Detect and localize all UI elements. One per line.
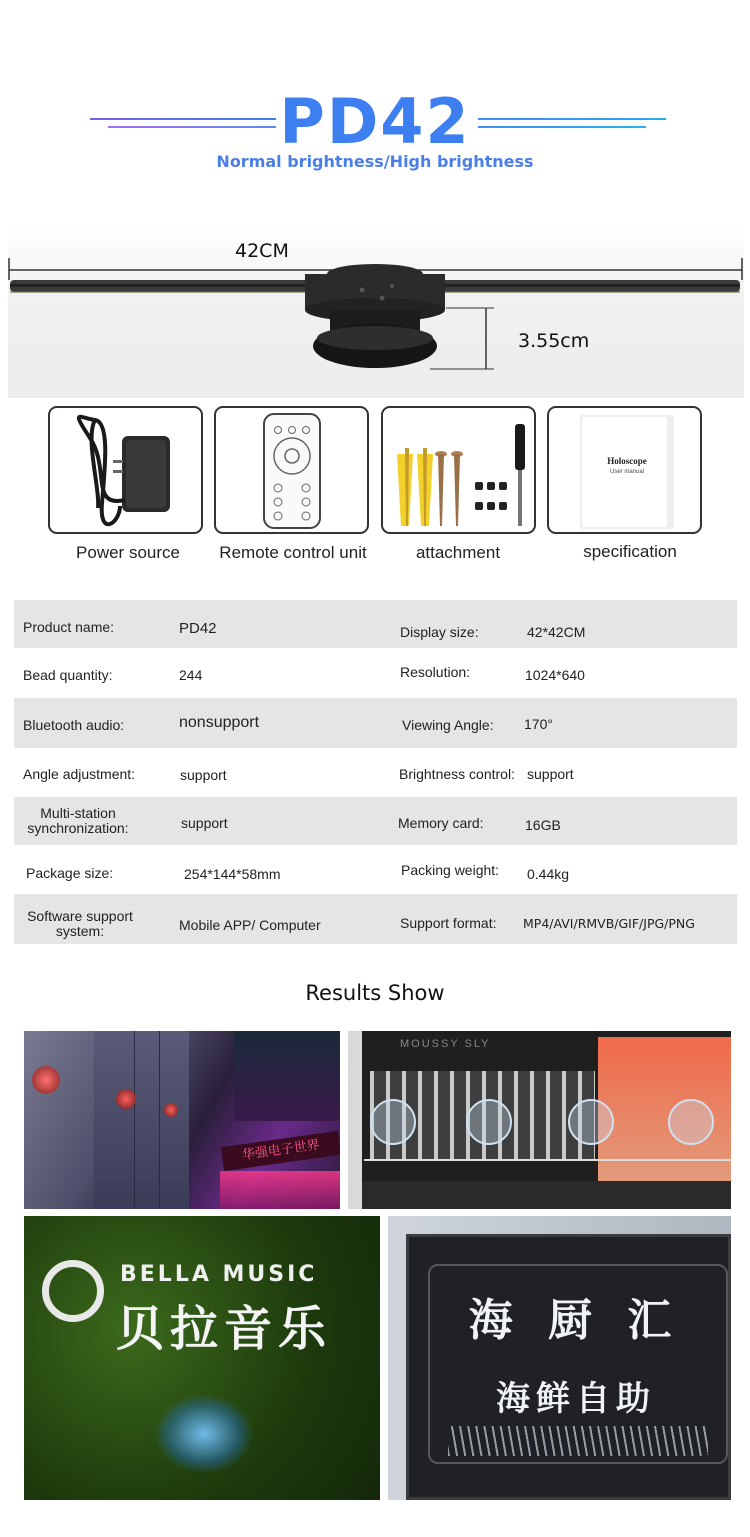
spec-label-packing-weight: Packing weight: <box>401 862 500 878</box>
page-subtitle: Normal brightness/High brightness <box>216 152 534 171</box>
remote-control-icon <box>216 408 367 532</box>
spec-value-resolution: 1024*640 <box>525 667 585 683</box>
spec-label-support-format: Support format: <box>400 915 497 931</box>
seafood-sign-title: 海 厨 汇 <box>468 1295 682 1346</box>
spec-label-angle-adjustment: Angle adjustment: <box>23 766 136 782</box>
spec-label-bluetooth-audio: Bluetooth audio: <box>23 717 125 733</box>
spec-value-display-size: 42*42CM <box>527 624 586 640</box>
spec-value-angle-adjustment: support <box>180 767 227 783</box>
shop-sign-text: MOUSSY SLY <box>400 1038 491 1050</box>
seafood-sign-subtitle: 海鲜自助 <box>496 1379 656 1419</box>
spec-value-viewing-angle: 170° <box>524 716 553 732</box>
results-title: Results Show <box>305 981 445 1005</box>
spec-label-memory-card: Memory card: <box>398 815 484 831</box>
result-photo-mall <box>24 1031 340 1209</box>
height-dimension-label: 3.55cm <box>518 330 590 352</box>
spec-label-product-name: Product name: <box>23 619 115 635</box>
accessory-label-remote: Remote control unit <box>219 543 367 562</box>
accessory-attachment <box>381 406 536 534</box>
page-title: PD42 <box>279 85 471 158</box>
accessory-label-power-source: Power source <box>76 543 180 562</box>
spec-value-product-name: PD42 <box>179 620 217 637</box>
spec-label-viewing-angle: Viewing Angle: <box>402 717 494 733</box>
spec-value-support-format: MP4/AVI/RMVB/GIF/JPG/PNG <box>523 916 695 931</box>
spec-value-memory-card: 16GB <box>525 817 561 833</box>
manual-subtitle: User manual <box>609 469 644 475</box>
spec-value-bluetooth-audio: nonsupport <box>179 714 260 731</box>
bella-music-sign-text-cn: 贝拉音乐 <box>116 1301 333 1357</box>
result-photo-seafood-sign <box>388 1216 731 1500</box>
spec-value-software-support: Mobile APP/ Computer <box>179 917 321 933</box>
spec-row <box>14 600 737 648</box>
guitarist-hologram-icon <box>154 1394 254 1474</box>
spec-value-bead-quantity: 244 <box>179 667 203 683</box>
spec-label-multi-station: Multi-station synchronization: <box>27 805 129 836</box>
manual-title: Holoscope <box>607 456 647 466</box>
spec-label-package-size: Package size: <box>26 865 114 881</box>
spec-row <box>14 648 737 696</box>
spec-label-bead-quantity: Bead quantity: <box>23 667 113 683</box>
width-dimension-label: 42CM <box>235 240 289 262</box>
accessory-label-specification: specification <box>583 542 677 561</box>
hologram-fan-illustration <box>0 228 750 398</box>
bella-music-logo-icon <box>42 1260 104 1322</box>
result-photo-shop-window <box>348 1031 731 1209</box>
accessory-specification <box>547 406 702 534</box>
mall-sign-text: 华强电子世界 <box>221 1131 340 1171</box>
spec-label-software-support: Software support system: <box>27 908 133 939</box>
spec-row <box>14 845 737 893</box>
spec-label-display-size: Display size: <box>400 624 479 640</box>
accessory-label-attachment: attachment <box>415 543 501 562</box>
screws-anchors-icon <box>383 408 534 532</box>
accessory-remote-control <box>214 406 369 534</box>
bella-music-sign-text: BELLA MUSIC <box>120 1262 318 1287</box>
result-photo-bella-music <box>24 1216 380 1500</box>
spec-value-package-size: 254*144*58mm <box>184 866 281 882</box>
spec-label-brightness-control: Brightness control: <box>399 766 515 782</box>
spec-value-packing-weight: 0.44kg <box>527 866 570 882</box>
spec-label-resolution: Resolution: <box>400 664 471 680</box>
power-adapter-icon <box>50 408 201 532</box>
accessory-power-source <box>48 406 203 534</box>
spec-value-brightness-control: support <box>527 766 574 782</box>
spec-value-multi-station: support <box>181 815 228 831</box>
